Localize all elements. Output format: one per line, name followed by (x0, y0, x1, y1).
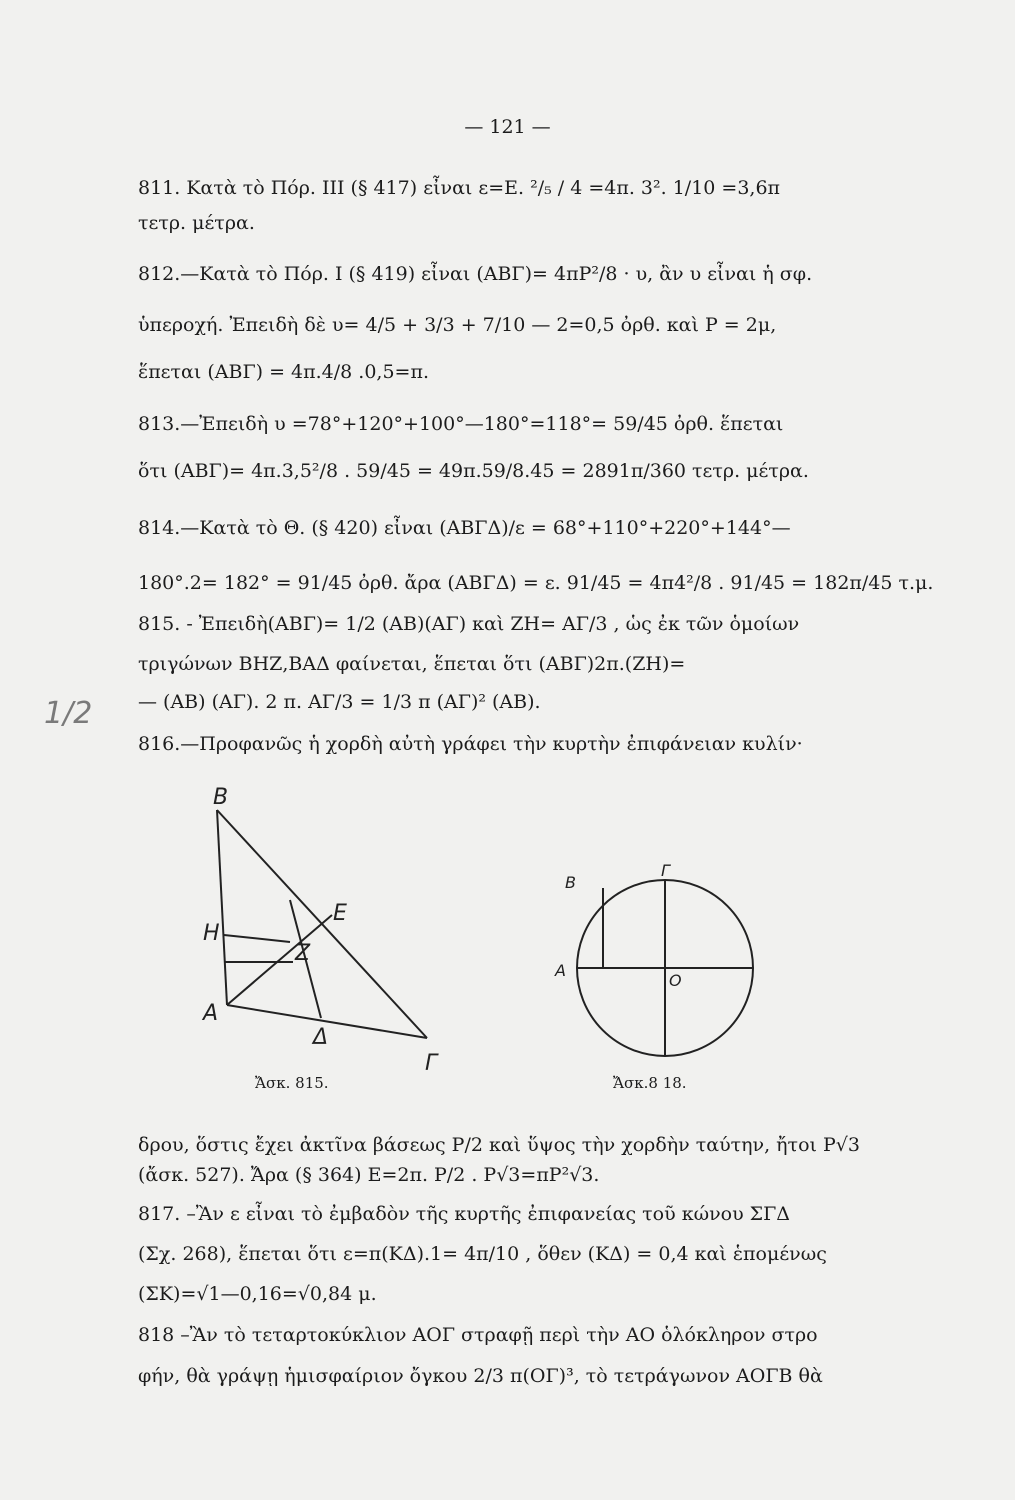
text-line: 812.—Κατὰ τὸ Πόρ. Ι (§ 419) εἶναι (ΑΒΓ)= 4πΡ²/8 · υ, ἂν υ εἶναι ἡ σφ. (138, 263, 813, 285)
text-line: 817. –Ἂν ε εἶναι τὸ ἐμβαδὸν τῆς κυρτῆς ἐπιφανείας τοῦ κώνου ΣΓΔ (138, 1203, 790, 1225)
text-line: 813.—Ἐπειδὴ υ =78°+120°+100°—180°=118°= 59/45 ὀρθ. ἕπεται (138, 413, 784, 435)
figure-818 (545, 858, 775, 1068)
figure-815 (195, 780, 455, 1090)
text-line: (ΣΚ)=√1—0,16=√0,84 μ. (138, 1283, 377, 1305)
text-line: 811. Κατὰ τὸ Πόρ. ΙΙΙ (§ 417) εἶναι ε=Ε. ²/₅ / 4 =4π. 3². 1/10 =3,6π (138, 177, 781, 199)
label-B: B (213, 785, 229, 810)
text-line: ὅτι (ΑΒΓ)= 4π.3,5²/8 . 59/45 = 49π.59/8.45 = 2891π/360 τετρ. μέτρα. (138, 460, 809, 482)
label-O: O (669, 971, 682, 990)
label-H: H (203, 921, 220, 946)
label-G: Γ (661, 861, 670, 880)
margin-note: 1/2 (44, 696, 93, 731)
label-E: E (333, 901, 347, 926)
text-line: 815. - Ἐπειδὴ(ΑΒΓ)= 1/2 (ΑΒ)(ΑΓ) καὶ ΖΗ= ΑΓ/3 , ὡς ἐκ τῶν ὁμοίων (138, 613, 800, 635)
figure-815-caption: Ἄσκ. 815. (255, 1074, 329, 1092)
text-line: δρου, ὅστις ἔχει ἀκτῖνα βάσεως Ρ/2 καὶ ὕψος τὴν χορδὴν ταύτην, ἤτοι Ρ√3 (138, 1134, 860, 1156)
line-BA (217, 810, 227, 1005)
text-line: φήν, θὰ γράψῃ ἡμισφαίριον ὄγκου 2/3 π(ΟΓ)³, τὸ τετράγωνον ΑΟΓΒ θὰ (138, 1365, 823, 1387)
text-line: τριγώνων ΒΗΖ,ΒΑΔ φαίνεται, ἕπεται ὅτι (ΑΒΓ)2π.(ΖΗ)= (138, 653, 686, 675)
label-D: Δ (313, 1025, 329, 1050)
text-line: 818 –Ἂν τὸ τεταρτοκύκλιον ΑΟΓ στραφῇ περὶ τὴν ΑΟ ὁλόκληρον στρο (138, 1324, 818, 1346)
text-line: 816.—Προφανῶς ἡ χορδὴ αὐτὴ γράφει τὴν κυρτὴν ἐπιφάνειαν κυλίν· (138, 733, 803, 755)
text-line: τετρ. μέτρα. (138, 212, 255, 234)
label-A: A (203, 1001, 219, 1026)
label-G: Γ (425, 1051, 438, 1076)
label-A: A (555, 961, 566, 980)
label-Z: Z (295, 941, 311, 966)
line-AE (227, 915, 332, 1005)
figure-818-caption: Ἄσκ.8 18. (613, 1074, 687, 1092)
text-line: 180°.2= 182° = 91/45 ὀρθ. ἄρα (ΑΒΓΔ) = ε. 91/45 = 4π4²/8 . 91/45 = 182π/45 τ.μ. (138, 572, 934, 594)
text-line: (ἄσκ. 527). Ἄρα (§ 364) Ε=2π. Ρ/2 . Ρ√3=πΡ²√3. (138, 1164, 600, 1186)
line-HZ (224, 935, 290, 942)
page-number: — 121 — (464, 116, 551, 138)
label-B: B (565, 873, 576, 892)
text-line: — (ΑΒ) (ΑΓ). 2 π. ΑΓ/3 = 1/3 π (ΑΓ)² (ΑΒ). (138, 691, 541, 713)
text-line: ἕπεται (ΑΒΓ) = 4π.4/8 .0,5=π. (138, 361, 429, 383)
text-line: (Σχ. 268), ἕπεται ὅτι ε=π(ΚΔ).1= 4π/10 , ὅθεν (ΚΔ) = 0,4 καὶ ἑπομένως (138, 1243, 827, 1265)
text-line: 814.—Κατὰ τὸ Θ. (§ 420) εἶναι (ΑΒΓΔ)/ε = 68°+110°+220°+144°— (138, 517, 791, 539)
text-line: ὑπεροχή. Ἐπειδὴ δὲ υ= 4/5 + 3/3 + 7/10 — 2=0,5 ὀρθ. καὶ Ρ = 2μ, (138, 314, 777, 336)
